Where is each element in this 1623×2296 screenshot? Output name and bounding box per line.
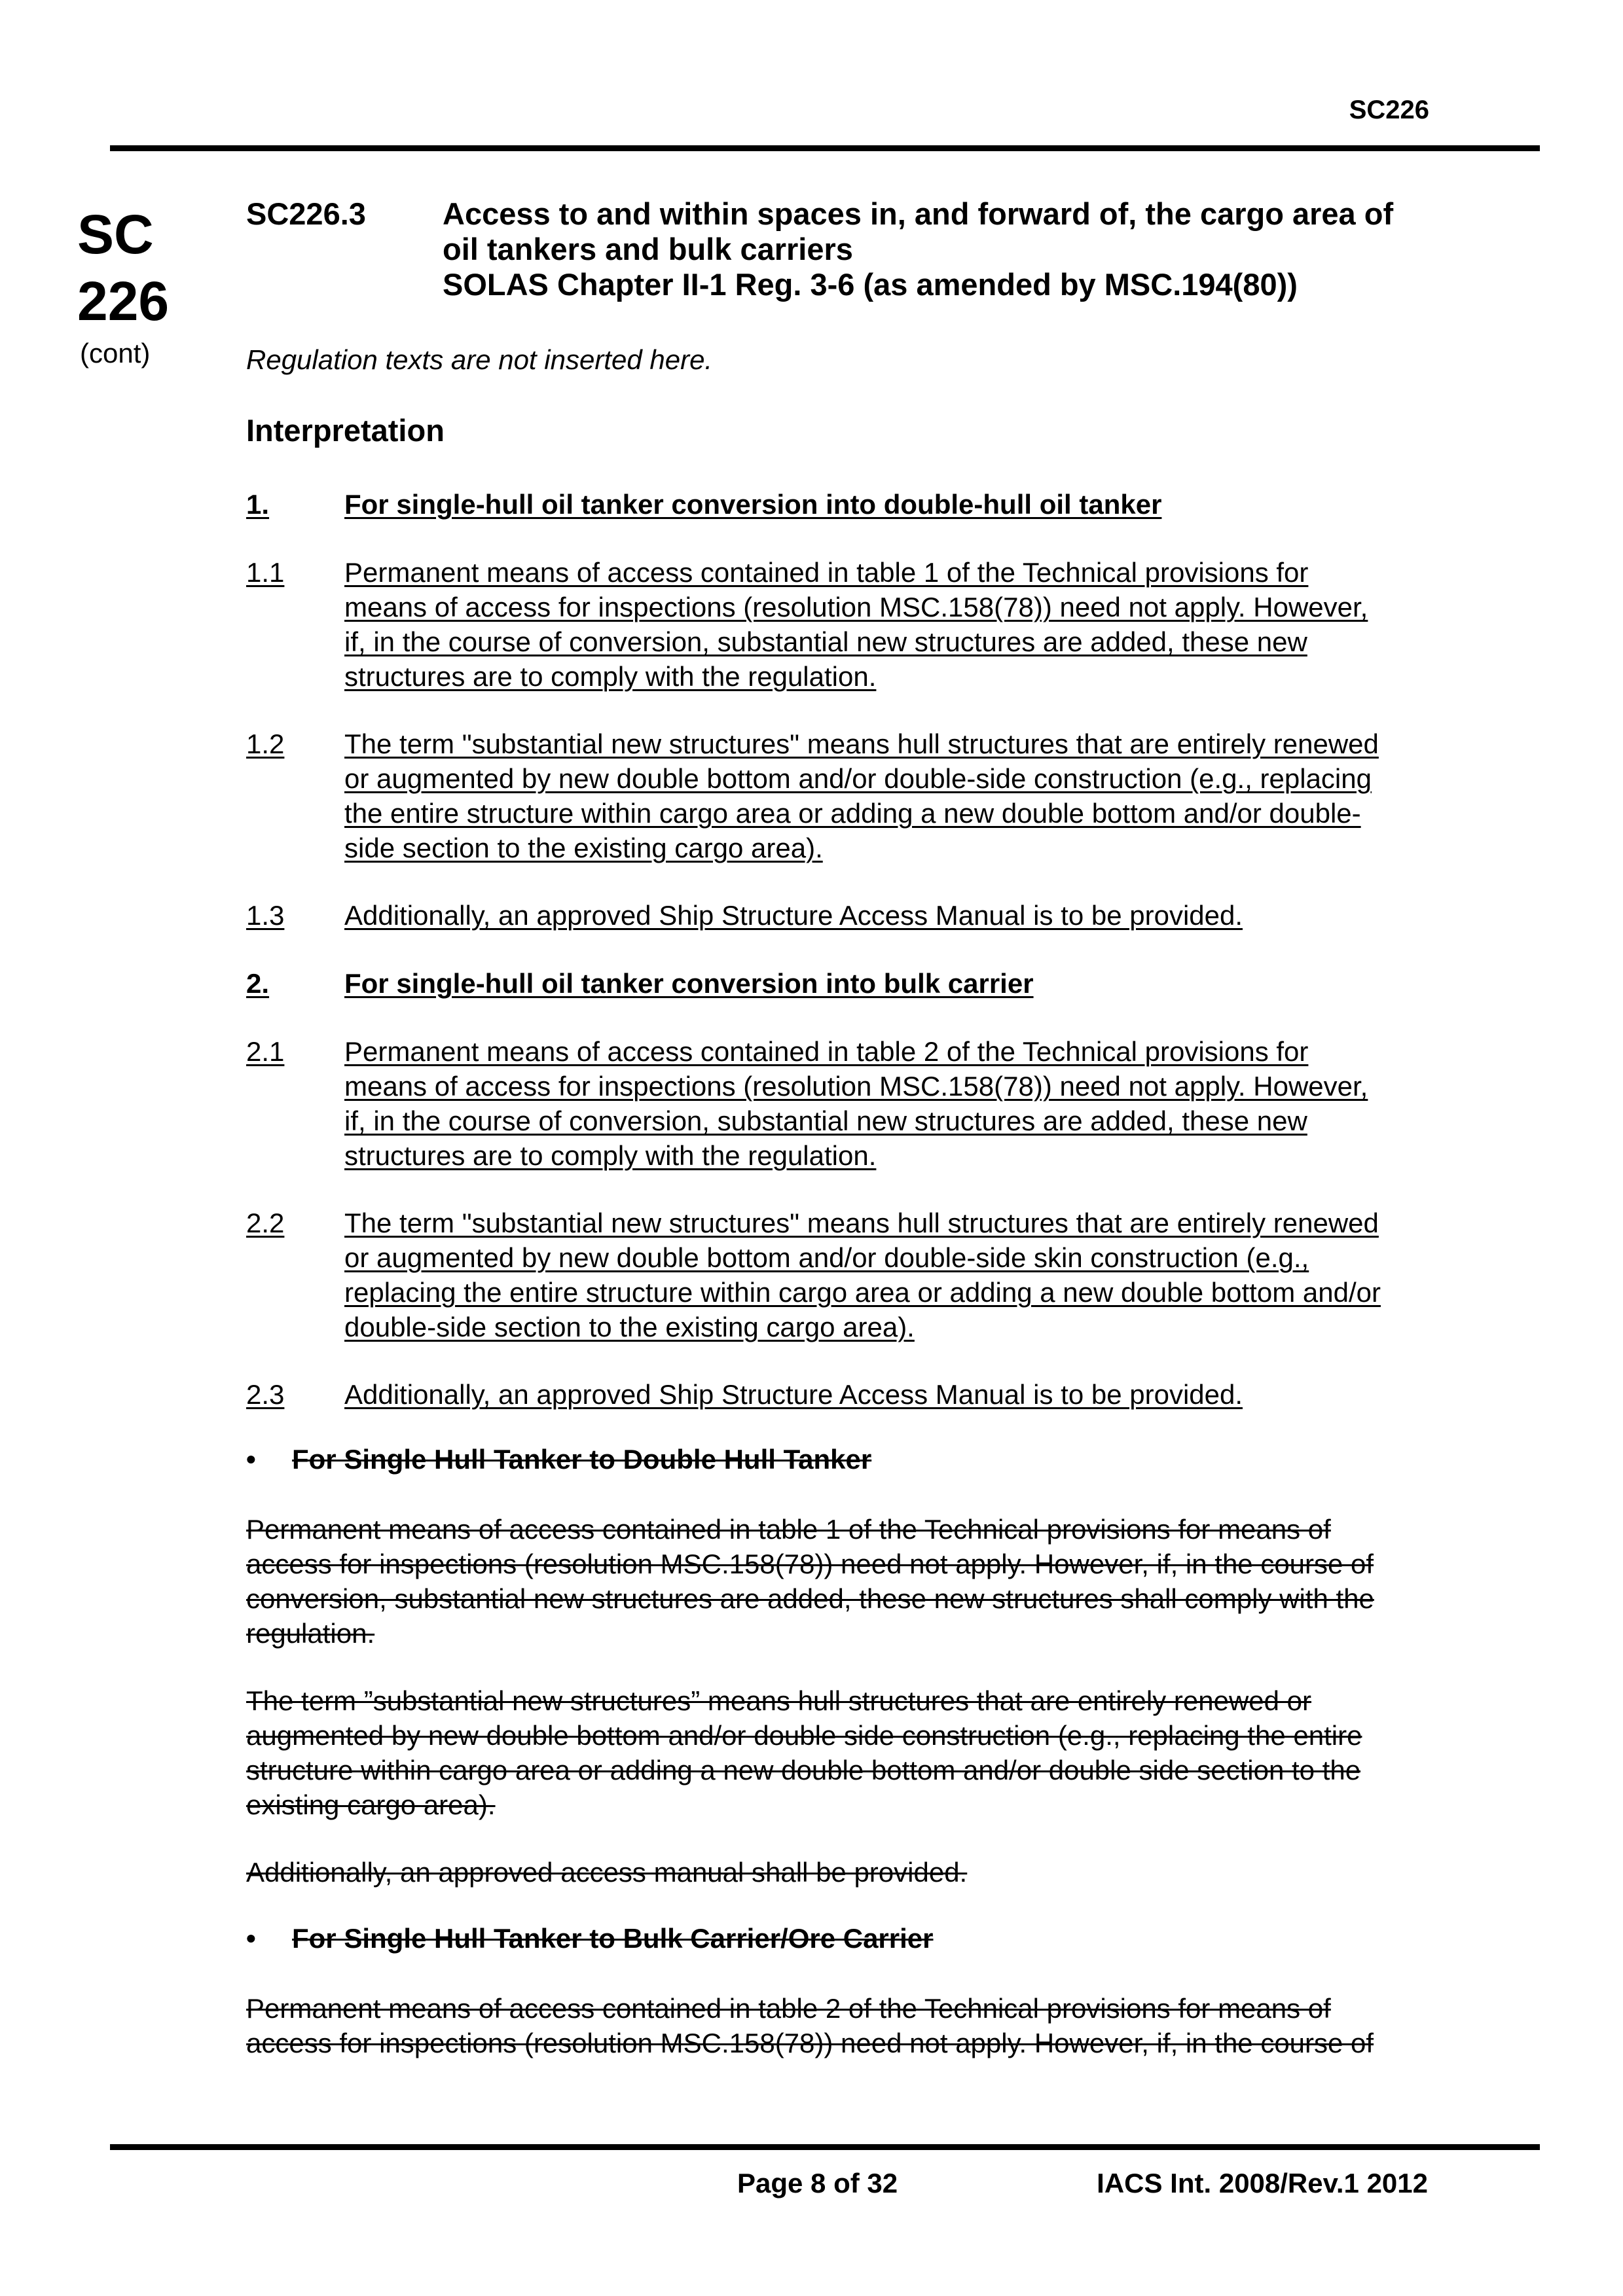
paragraph-1-2 — [246, 726, 1480, 865]
paragraph-line: or augmented by new double bottom and/or double-side skin construction (e.g., — [344, 1242, 1309, 1273]
paragraph-line: means of access for inspections (resolution MSC.158(78)) need not apply. However, — [344, 1071, 1368, 1102]
deleted-paragraph-4 — [246, 1991, 1480, 2060]
paragraph-line: or augmented by new double bottom and/or double-side construction (e.g., replacing — [344, 763, 1372, 794]
heading-2-text: For single-hull oil tanker conversion into bulk carrier — [344, 968, 1034, 999]
paragraph-2-1 — [246, 1034, 1480, 1173]
paragraph-number: 1.1 — [246, 557, 285, 588]
header-code: SC226 — [1349, 96, 1429, 124]
paragraph-line: means of access for inspections (resolution MSC.158(78)) need not apply. However, — [344, 592, 1368, 622]
paragraph-2-2 — [246, 1206, 1480, 1344]
footer-reference: IACS Int. 2008/Rev.1 2012 — [1097, 2168, 1428, 2198]
regulation-note: Regulation texts are not inserted here. — [246, 344, 713, 375]
deleted-paragraph-3 — [246, 1855, 1480, 1890]
paragraph-line: structures are to comply with the regulation. — [344, 661, 877, 692]
footer-rule — [110, 2144, 1540, 2150]
deleted-line: Permanent means of access contained in table 1 of the Technical provisions for means of — [246, 1514, 1331, 1545]
interpretation-heading: Interpretation — [246, 413, 445, 448]
bullet-icon: • — [246, 1444, 256, 1475]
paragraph-number: 1.2 — [246, 728, 285, 759]
paragraph-number: 1.3 — [246, 900, 285, 931]
paragraph-number: 2.2 — [246, 1208, 285, 1238]
deleted-line: regulation. — [246, 1618, 375, 1649]
section-number: SC226.3 — [246, 196, 366, 231]
paragraph-line: Permanent means of access contained in table 2 of the Technical provisions for — [344, 1036, 1309, 1067]
paragraph-line: double-side section to the existing cargo area). — [344, 1312, 915, 1342]
section-title-line: Access to and within spaces in, and forward of, the cargo area of — [443, 196, 1394, 231]
paragraph-1-3 — [246, 898, 1480, 933]
deleted-bullet-text: For Single Hull Tanker to Double Hull Tanker — [292, 1444, 872, 1475]
deleted-paragraph-2 — [246, 1683, 1480, 1822]
paragraph-line: structures are to comply with the regulation. — [344, 1140, 877, 1171]
section-title-line: oil tankers and bulk carriers — [443, 232, 853, 266]
deleted-bullet-1 — [246, 1444, 871, 1475]
paragraph-line: Permanent means of access contained in table 1 of the Technical provisions for — [344, 557, 1309, 588]
paragraph-line: if, in the course of conversion, substantial new structures are added, these new — [344, 1105, 1307, 1136]
deleted-line: structure within cargo area or adding a new double bottom and/or double side section to the — [246, 1755, 1361, 1785]
paragraph-line: Additionally, an approved Ship Structure Access Manual is to be provided. — [344, 1379, 1243, 1410]
section-title — [443, 196, 1503, 302]
deleted-line: access for inspections (resolution MSC.158(78)) need not apply. However, if, in the course of — [246, 2028, 1374, 2058]
deleted-bullet-text: For Single Hull Tanker to Bulk Carrier/Ore Carrier — [292, 1923, 934, 1954]
deleted-line: conversion, substantial new structures are added, these new structures shall comply with the — [246, 1583, 1374, 1614]
paragraph-line: replacing the entire structure within cargo area or adding a new double bottom and/or — [344, 1277, 1381, 1308]
paragraph-line: the entire structure within cargo area or adding a new double bottom and/or double- — [344, 798, 1361, 829]
deleted-paragraph-1 — [246, 1512, 1480, 1651]
bullet-icon: • — [246, 1923, 256, 1954]
deleted-line: access for inspections (resolution MSC.158(78)) need not apply. However, if, in the course of — [246, 1549, 1374, 1579]
paragraph-line: side section to the existing cargo area). — [344, 833, 823, 863]
paragraph-line: if, in the course of conversion, substantial new structures are added, these new — [344, 626, 1307, 657]
paragraph-number: 2.1 — [246, 1036, 285, 1067]
paragraph-line: Additionally, an approved Ship Structure Access Manual is to be provided. — [344, 900, 1243, 931]
section-title-line: SOLAS Chapter II-1 Reg. 3-6 (as amended by MSC.194(80)) — [443, 267, 1298, 302]
paragraph-number: 2.3 — [246, 1379, 285, 1410]
paragraph-line: The term "substantial new structures" means hull structures that are entirely renewed — [344, 728, 1379, 759]
paragraph-line: The term "substantial new structures" means hull structures that are entirely renewed — [344, 1208, 1379, 1238]
footer-page-number: Page 8 of 32 — [737, 2168, 898, 2198]
side-tab-cont: (cont) — [80, 338, 151, 368]
deleted-line: Additionally, an approved access manual shall be provided. — [246, 1857, 968, 1888]
header-rule — [110, 145, 1540, 151]
deleted-line: existing cargo area). — [246, 1789, 496, 1820]
heading-2-number: 2. — [246, 968, 270, 999]
deleted-line: augmented by new double bottom and/or double side construction (e.g., replacing the entire — [246, 1720, 1362, 1751]
heading-2 — [246, 966, 1480, 1001]
side-tab-number: 226 — [77, 270, 170, 332]
deleted-line: Permanent means of access contained in table 2 of the Technical provisions for means of — [246, 1993, 1331, 2024]
paragraph-2-3 — [246, 1377, 1480, 1412]
deleted-line: The term ”substantial new structures” means hull structures that are entirely renewed or — [246, 1685, 1312, 1716]
paragraph-1-1 — [246, 555, 1480, 694]
heading-1-number: 1. — [246, 489, 270, 520]
heading-1-text: For single-hull oil tanker conversion into double-hull oil tanker — [344, 489, 1162, 520]
deleted-bullet-2 — [246, 1923, 934, 1954]
heading-1 — [246, 487, 1480, 522]
side-tab-sc: SC — [77, 204, 154, 265]
